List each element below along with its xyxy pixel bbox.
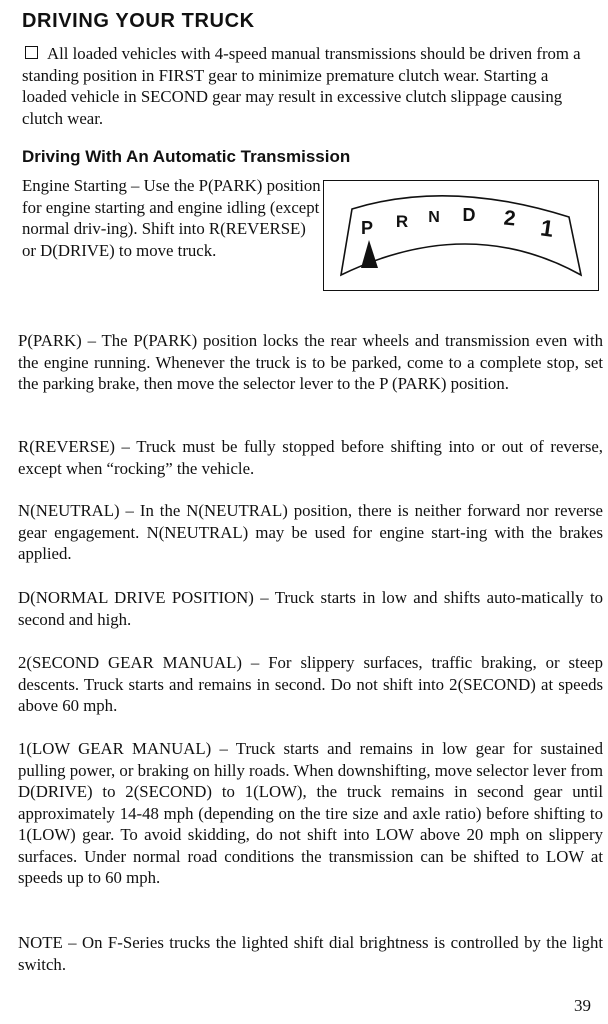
- park-paragraph: P(PARK) – The P(PARK) position locks the rear wheels and transmission even with the engine running. Whenever the truck is to be parked, come to a complete stop, set the parking brake, then move the selector lever to the P (PARK) position.: [18, 331, 603, 393]
- shift-dial-illustration: [323, 180, 599, 291]
- dial-position-1: 1: [538, 214, 556, 242]
- section-heading: Driving With An Automatic Transmission: [22, 147, 351, 166]
- intro-text: All loaded vehicles with 4-speed manual transmissions should be driven from a standing position in FIRST gear to minimize premature clutch wear. Starting a loaded vehicle in SECOND gear may result in excessive clutch slippage causing clutch wear.: [22, 44, 581, 128]
- dial-position-P: P: [360, 218, 374, 238]
- dial-position-2: 2: [502, 206, 517, 231]
- dial-position-D: D: [462, 205, 476, 225]
- reverse-paragraph: R(REVERSE) – Truck must be fully stopped before shifting into or out of reverse, except when “rocking” the vehicle.: [18, 437, 603, 478]
- shift-pointer-icon: [361, 240, 378, 268]
- page-number: 39: [574, 996, 591, 1015]
- shift-dial-svg: [324, 181, 598, 290]
- dial-position-R: R: [395, 212, 409, 231]
- second-gear-paragraph: 2(SECOND GEAR MANUAL) – For slippery surfaces, traffic braking, or steep descents. Truck starts and remains in second. Do not shift into 2(SECOND) at speeds above 60 mph.: [18, 653, 603, 715]
- low-gear-paragraph: 1(LOW GEAR MANUAL) – Truck starts and remains in low gear for sustained pulling power, or braking on hilly roads. When downshifting, move selector lever from D(DRIVE) to 2(SECOND) to 1(LOW), the truck remains in second gear until approximately 14-48 mph (depending on the tire size and axle ratio) before shifting to 1(LOW) gear. To avoid skidding, do not shift into LOW above 20 mph on slippery surfaces. Under normal road conditions the transmission can be shifted to LOW at speeds up to 60 mph.: [18, 739, 603, 887]
- intro-paragraph: [22, 43, 582, 129]
- page-heading: DRIVING YOUR TRUCK: [22, 10, 255, 32]
- drive-paragraph: D(NORMAL DRIVE POSITION) – Truck starts in low and shifts auto-matically to second and high.: [18, 588, 603, 629]
- note-paragraph: NOTE – On F-Series trucks the lighted shift dial brightness is controlled by the light switch.: [18, 933, 603, 974]
- engine-starting-paragraph: Engine Starting – Use the P(PARK) position for engine starting and engine idling (except normal driv-ing). Shift into R(REVERSE) or D(DRIVE) to move truck.: [22, 176, 321, 260]
- checkbox-icon: [25, 46, 38, 59]
- dial-position-N: N: [428, 209, 440, 226]
- neutral-paragraph: N(NEUTRAL) – In the N(NEUTRAL) position, there is neither forward nor reverse gear engagement. N(NEUTRAL) may be used for engine start-ing with the brakes applied.: [18, 501, 603, 563]
